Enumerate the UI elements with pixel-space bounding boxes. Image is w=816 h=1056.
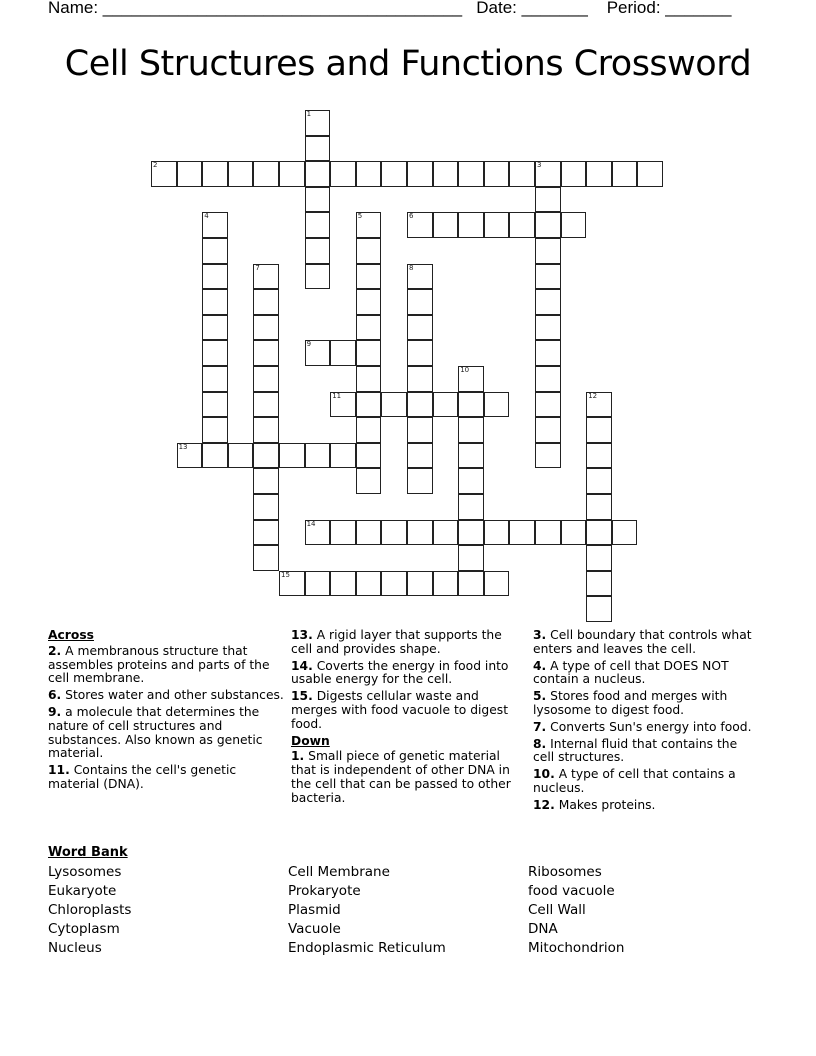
crossword-cell[interactable] (305, 238, 331, 264)
crossword-cell[interactable] (637, 161, 663, 187)
crossword-cell[interactable] (305, 136, 331, 162)
crossword-cell[interactable] (407, 315, 433, 341)
crossword-cell[interactable] (586, 596, 612, 622)
crossword-cell[interactable] (407, 468, 433, 494)
crossword-cell[interactable] (356, 212, 382, 238)
clue-number: 1. (291, 749, 305, 764)
clues-column-1 (48, 629, 284, 795)
crossword-cell[interactable] (330, 571, 356, 597)
crossword-cell[interactable] (305, 571, 331, 597)
word-bank-item: Cytoplasm (48, 921, 120, 937)
crossword-cell[interactable] (509, 212, 535, 238)
crossword-cell[interactable] (202, 443, 228, 469)
crossword-cell[interactable] (535, 340, 561, 366)
crossword-cell[interactable] (330, 443, 356, 469)
clue-text: Small piece of genetic material that is independent of other DNA in the cell that can be passed to other bacteria. (291, 749, 511, 805)
clue-item (291, 690, 523, 731)
clue-number: 11. (48, 763, 70, 778)
crossword-cell[interactable] (356, 468, 382, 494)
clue-number: 6. (48, 688, 62, 703)
crossword-cell[interactable] (356, 417, 382, 443)
clue-number: 1 (306, 110, 312, 118)
crossword-cell[interactable] (458, 443, 484, 469)
page-title: Cell Structures and Functions Crossword (64, 44, 752, 84)
crossword-cell[interactable] (356, 366, 382, 392)
word-bank-item: Chloroplasts (48, 902, 132, 918)
word-bank-item: Cell Membrane (288, 864, 390, 880)
crossword-cell[interactable] (484, 392, 510, 418)
word-bank-heading: Word Bank (48, 845, 128, 860)
word-bank-item: Mitochondrion (528, 940, 625, 956)
word-bank-item: Ribosomes (528, 864, 602, 880)
clue-number: 8 (409, 263, 414, 272)
crossword-cell[interactable] (253, 494, 279, 520)
clue-number: 2. (48, 643, 62, 658)
crossword-cell[interactable] (330, 161, 356, 187)
crossword-cell[interactable] (535, 264, 561, 290)
clue-number: 7 (255, 263, 260, 272)
crossword-cell[interactable] (381, 571, 407, 597)
crossword-cell[interactable] (535, 315, 561, 341)
crossword-cell[interactable] (433, 392, 459, 418)
crossword-cell[interactable] (253, 417, 279, 443)
name-field[interactable]: ______________________________________ (102, 0, 463, 17)
crossword-cell[interactable] (253, 340, 279, 366)
crossword-cell[interactable] (407, 392, 433, 418)
crossword-cell[interactable] (484, 520, 510, 546)
clue-text: Coverts the energy in food into usable energy for the cell. (291, 658, 509, 687)
clue-item (533, 768, 758, 796)
crossword-cell[interactable] (458, 392, 484, 418)
crossword-cell[interactable] (509, 161, 535, 187)
clue-number: 3 (537, 161, 542, 170)
crossword-cell[interactable] (356, 289, 382, 315)
crossword-cell[interactable] (433, 571, 459, 597)
clue-item (291, 660, 523, 688)
clue-item (533, 660, 758, 688)
crossword-cell[interactable] (509, 520, 535, 546)
crossword-cell[interactable] (356, 315, 382, 341)
crossword-cell[interactable] (458, 571, 484, 597)
word-bank-item: Vacuole (288, 921, 341, 937)
crossword-cell[interactable] (202, 315, 228, 341)
crossword-cell[interactable] (458, 494, 484, 520)
down-heading: Down (291, 733, 330, 748)
crossword-cell[interactable] (458, 545, 484, 571)
crossword-cell[interactable] (458, 212, 484, 238)
clue-number: 5 (357, 212, 363, 221)
crossword-cell[interactable] (407, 520, 433, 546)
crossword-cell[interactable] (253, 545, 279, 571)
crossword-cell[interactable] (202, 238, 228, 264)
crossword-cell[interactable] (535, 443, 561, 469)
clue-number: 14. (291, 658, 313, 673)
clues-column-3 (533, 629, 758, 816)
crossword-cell[interactable] (535, 161, 561, 187)
crossword-cell[interactable] (305, 212, 331, 238)
crossword-cell[interactable] (407, 366, 433, 392)
crossword-cell[interactable] (458, 161, 484, 187)
word-bank-item: food vacuole (528, 883, 615, 899)
clue-text: A type of cell that DOES NOT contain a nucleus. (533, 658, 729, 687)
word-bank-column-3 (528, 863, 624, 958)
crossword-cell[interactable] (305, 161, 331, 187)
crossword-cell[interactable] (381, 520, 407, 546)
clue-text: Converts Sun's energy into food. (546, 719, 752, 734)
clue-number: 2 (153, 161, 158, 170)
crossword-cell[interactable] (433, 520, 459, 546)
crossword-cell[interactable] (535, 289, 561, 315)
crossword-cell[interactable] (612, 161, 638, 187)
word-bank-item: Lysosomes (48, 864, 122, 880)
clue-number: 15. (291, 689, 313, 704)
crossword-cell[interactable] (356, 264, 382, 290)
crossword-cell[interactable] (586, 468, 612, 494)
crossword-cell[interactable] (458, 417, 484, 443)
word-bank-item: DNA (528, 921, 558, 937)
clues-column-2 (291, 629, 523, 809)
word-bank-item: Endoplasmic Reticulum (288, 940, 446, 956)
crossword-cell[interactable] (433, 212, 459, 238)
clue-text: Contains the cell's genetic material (DNA). (48, 763, 237, 791)
crossword-cell[interactable] (305, 443, 331, 469)
crossword-cell[interactable] (279, 161, 305, 187)
word-bank-column-2 (288, 863, 446, 958)
crossword-cell[interactable] (356, 443, 382, 469)
crossword-cell[interactable] (407, 443, 433, 469)
crossword-cell[interactable] (356, 238, 382, 264)
crossword-cell[interactable] (356, 340, 382, 366)
crossword-cell[interactable] (202, 161, 228, 187)
crossword-cell[interactable] (612, 520, 638, 546)
clue-number: 12. (533, 797, 555, 812)
clue-number: 9 (306, 340, 312, 349)
clue-item (48, 764, 284, 792)
clue-item (533, 799, 758, 813)
crossword-cell[interactable] (407, 417, 433, 443)
crossword-cell[interactable] (253, 392, 279, 418)
crossword-cell[interactable] (228, 161, 254, 187)
clue-text: Stores food and merges with lysosome to digest food. (533, 689, 728, 717)
clue-text: Cell boundary that controls what enters and leaves the cell. (533, 628, 752, 656)
clue-item (48, 645, 284, 686)
crossword-cell[interactable] (330, 392, 356, 418)
crossword-cell[interactable] (202, 340, 228, 366)
crossword-cell[interactable] (535, 212, 561, 238)
clue-number: 4 (204, 212, 209, 221)
crossword-cell[interactable] (228, 443, 254, 469)
crossword-cell[interactable] (253, 366, 279, 392)
clue-number: 8. (533, 736, 547, 751)
crossword-cell[interactable] (202, 417, 228, 443)
crossword-cell[interactable] (586, 417, 612, 443)
clue-item (533, 721, 758, 735)
crossword-cell[interactable] (407, 212, 433, 238)
clue-number: 11 (332, 391, 342, 400)
crossword-cell[interactable] (586, 392, 612, 418)
clue-number: 6 (409, 212, 414, 221)
clue-number: 13. (291, 628, 313, 642)
date-field[interactable]: _______ (521, 0, 588, 17)
crossword-cell[interactable] (381, 392, 407, 418)
clue-number: 10 (460, 366, 470, 374)
date-label: Date: (476, 0, 522, 17)
crossword-cell[interactable] (253, 520, 279, 546)
clue-text: Internal fluid that contains the cell structures. (533, 736, 738, 765)
crossword-cell[interactable] (586, 520, 612, 546)
clue-item (533, 690, 758, 718)
crossword-cell[interactable] (458, 468, 484, 494)
crossword-cell[interactable] (586, 161, 612, 187)
crossword-cell[interactable] (177, 443, 203, 469)
crossword-cell[interactable] (535, 187, 561, 213)
word-bank-item: Prokaryote (288, 883, 361, 899)
word-bank-item: Plasmid (288, 902, 341, 918)
clue-item (533, 629, 758, 657)
crossword-cell[interactable] (305, 340, 331, 366)
clue-item (48, 706, 284, 761)
crossword-grid (151, 110, 663, 622)
crossword-cell[interactable] (279, 571, 305, 597)
crossword-cell[interactable] (253, 315, 279, 341)
period-label: Period: (606, 0, 666, 17)
clue-item (48, 689, 284, 703)
crossword-cell[interactable] (253, 443, 279, 469)
crossword-cell[interactable] (305, 110, 331, 136)
clue-number: 10. (533, 767, 555, 782)
crossword-cell[interactable] (407, 571, 433, 597)
crossword-cell[interactable] (202, 212, 228, 238)
crossword-cell[interactable] (253, 161, 279, 187)
word-bank-item: Eukaryote (48, 883, 117, 899)
crossword-cell[interactable] (356, 571, 382, 597)
clue-text: Stores water and other substances. (61, 688, 284, 703)
clue-item (533, 738, 758, 766)
word-bank-item: Nucleus (48, 940, 102, 956)
crossword-cell[interactable] (407, 340, 433, 366)
crossword-cell[interactable] (586, 494, 612, 520)
crossword-cell[interactable] (535, 392, 561, 418)
clue-number: 14 (306, 519, 316, 528)
crossword-cell[interactable] (407, 264, 433, 290)
crossword-cell[interactable] (253, 264, 279, 290)
clue-text: A type of cell that contains a nucleus. (533, 767, 736, 795)
crossword-cell[interactable] (535, 417, 561, 443)
clue-number: 13 (178, 442, 188, 451)
crossword-cell[interactable] (484, 161, 510, 187)
across-heading: Across (48, 628, 94, 642)
crossword-cell[interactable] (586, 571, 612, 597)
clue-number: 7. (533, 719, 547, 734)
crossword-cell[interactable] (202, 366, 228, 392)
crossword-cell[interactable] (561, 161, 587, 187)
crossword-cell[interactable] (305, 187, 331, 213)
clue-text: Digests cellular waste and merges with food vacuole to digest food. (291, 689, 509, 731)
crossword-cell[interactable] (253, 289, 279, 315)
crossword-cell[interactable] (202, 264, 228, 290)
crossword-cell[interactable] (535, 238, 561, 264)
clue-number: 9. (48, 704, 62, 719)
crossword-cell[interactable] (407, 161, 433, 187)
student-info-header (48, 0, 731, 18)
crossword-cell[interactable] (484, 571, 510, 597)
crossword-cell[interactable] (279, 443, 305, 469)
crossword-cell[interactable] (484, 212, 510, 238)
clue-item (291, 750, 523, 805)
crossword-cell[interactable] (356, 520, 382, 546)
clue-number: 5. (533, 689, 547, 704)
clue-text: Makes proteins. (554, 797, 656, 812)
name-label: Name: (48, 0, 103, 17)
crossword-cell[interactable] (433, 161, 459, 187)
crossword-cell[interactable] (330, 520, 356, 546)
crossword-cell[interactable] (151, 161, 177, 187)
crossword-cell[interactable] (305, 264, 331, 290)
clue-text: A membranous structure that assembles proteins and parts of the cell membrane. (48, 643, 270, 686)
crossword-cell[interactable] (356, 161, 382, 187)
crossword-cell[interactable] (458, 366, 484, 392)
crossword-cell[interactable] (202, 392, 228, 418)
clue-text: A rigid layer that supports the cell and provides shape. (291, 628, 502, 656)
crossword-cell[interactable] (561, 212, 587, 238)
crossword-cell[interactable] (458, 520, 484, 546)
word-bank-column-1 (48, 863, 131, 958)
clue-item (291, 629, 523, 657)
crossword-cell[interactable] (586, 443, 612, 469)
word-bank-item: Cell Wall (528, 902, 586, 918)
crossword-cell[interactable] (407, 289, 433, 315)
crossword-cell[interactable] (356, 392, 382, 418)
clue-number: 3. (533, 628, 547, 642)
period-field[interactable]: _______ (665, 0, 732, 17)
crossword-cell[interactable] (535, 366, 561, 392)
crossword-cell[interactable] (535, 520, 561, 546)
clue-number: 4. (533, 658, 547, 673)
clue-number: 12 (588, 391, 598, 400)
crossword-cell[interactable] (381, 161, 407, 187)
crossword-cell[interactable] (305, 520, 331, 546)
crossword-cell[interactable] (561, 520, 587, 546)
clue-number: 15 (281, 570, 290, 579)
crossword-cell[interactable] (586, 545, 612, 571)
clue-text: a molecule that determines the nature of cell structures and substances. Also known as genetic material. (48, 704, 263, 761)
crossword-cell[interactable] (202, 289, 228, 315)
crossword-cell[interactable] (253, 468, 279, 494)
crossword-cell[interactable] (330, 340, 356, 366)
crossword-cell[interactable] (177, 161, 203, 187)
